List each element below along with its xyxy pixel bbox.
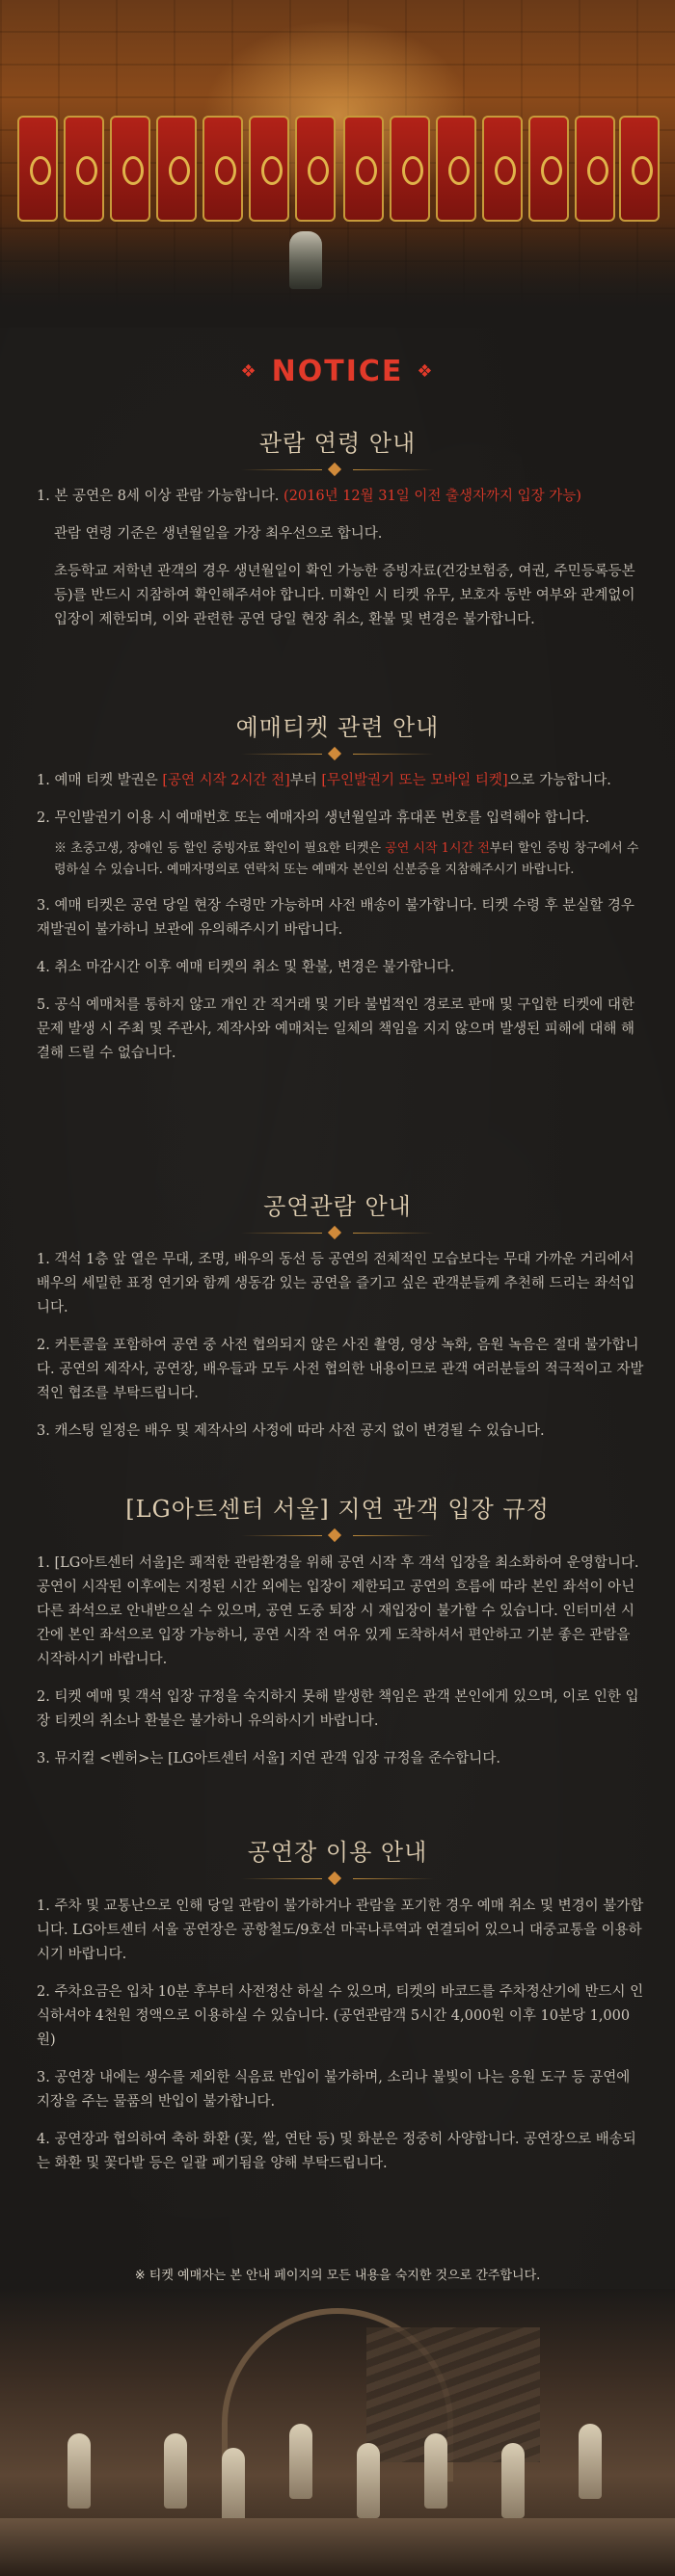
- footer-note: ※ 티켓 예매자는 본 안내 페이지의 모든 내용을 숙지한 것으로 간주합니다.: [134, 2269, 541, 2283]
- title-ornament-icon: [241, 1872, 434, 1886]
- notice-title: NOTICE: [271, 355, 404, 388]
- ornament-left-icon: ❖: [240, 361, 258, 382]
- stage-scene-image: [0, 2289, 675, 2576]
- venue-item-4: 4. 공연장과 협의하여 축하 화환 (꽃, 쌀, 연탄 등) 및 화분은 정중히 사양합니다. 공연장으로 배송되는 화환 및 꽃다발 등은 일괄 폐기됨을 양해 부탁드립니다.: [37, 2132, 636, 2171]
- ticket-item-4: 4. 취소 마감시간 이후 예매 티켓의 취소 및 환불, 변경은 불가합니다.: [37, 960, 455, 975]
- notice-heading: [0, 355, 675, 388]
- venue-item-3: 3. 공연장 내에는 생수를 제외한 식음료 반입이 불가하며, 소리나 불빛이 나는 응원 도구 등 공연에 지장을 주는 물품의 반입이 불가합니다.: [37, 2070, 631, 2110]
- ticket-item-1: 1. 예매 티켓 발권은 [공연 시작 2시간 전]부터 [무인발권기 또는 모바일 티켓]으로 가능합니다.: [37, 773, 611, 788]
- section-viewing-heading: [0, 1187, 675, 1240]
- title-ornament-icon: [241, 1227, 434, 1240]
- venue-item-1: 1. 주차 및 교통난으로 인해 당일 관람이 불가하거나 관람을 포기한 경우 예매 취소 및 변경이 불가합니다. LG아트센터 서울 공연장은 공항철도/9호선 마곡나루역과 연결되어 있으니 대중교통을 이용하시기 바랍니다.: [37, 1899, 644, 1962]
- section-title: 관람 연령 안내: [258, 430, 417, 457]
- late-item-3: 3. 뮤지컬 <벤허>는 [LG아트센터 서울] 지연 관객 입장 규정을 준수합니다.: [37, 1751, 500, 1766]
- section-viewing-body: [37, 1248, 646, 1444]
- age-para-1: 관람 연령 기준은 생년월일을 가장 최우선으로 합니다.: [54, 526, 383, 542]
- section-age-heading: [0, 424, 675, 477]
- section-title: [LG아트센터 서울] 지연 관객 입장 규정: [125, 1496, 550, 1523]
- section-ticket-body: [37, 769, 646, 1066]
- viewing-item-3: 3. 캐스팅 일정은 배우 및 제작사의 사정에 따라 사전 공지 없이 변경될 수 있습니다.: [37, 1423, 545, 1439]
- ticket-item-5: 5. 공식 예매처를 통하지 않고 개인 간 직거래 및 기타 불법적인 경로로 판매 및 구입한 티켓에 대한 문제 발생 시 주최 및 주관사, 제작사와 예매처는 일체의 책임을 지지 않으며 발생된 피해에 대해 해결해 드릴 수 없습니다.: [37, 997, 635, 1061]
- late-item-2: 2. 티켓 예매 및 객석 입장 규정을 숙지하지 못해 발생한 책임은 관객 본인에게 있으며, 이로 인한 입장 티켓의 취소나 환불은 불가하니 유의하시기 바랍니다.: [37, 1689, 639, 1729]
- title-ornament-icon: [241, 748, 434, 761]
- venue-item-2: 2. 주차요금은 입차 10분 후부터 사전정산 하실 수 있으며, 티켓의 바코드를 주차정산기에 반드시 인식하셔야 4천원 정액으로 이용하실 수 있습니다. (공연관람객 5시간 4,000원 이후 10분당 1,000원): [37, 1984, 644, 2048]
- section-age-body: [37, 485, 646, 632]
- section-title: 공연관람 안내: [263, 1193, 412, 1220]
- title-ornament-icon: [241, 1529, 434, 1543]
- section-title: 공연장 이용 안내: [247, 1839, 428, 1866]
- section-title: 예매티켓 관련 안내: [235, 714, 440, 741]
- section-venue-heading: [0, 1833, 675, 1886]
- ornament-right-icon: ❖: [417, 361, 435, 382]
- section-late-heading: [0, 1490, 675, 1543]
- hero-image-soldiers: [0, 0, 675, 328]
- late-item-1: 1. [LG아트센터 서울]은 쾌적한 관람환경을 위해 공연 시작 후 객석 입장을 최소화하여 운영합니다. 공연이 시작된 이후에는 지정된 시간 외에는 입장이 제한되고 공연의 흐름에 따라 본인 좌석이 아닌 다른 좌석으로 안내받으실 수 있으며, 공연 도중 퇴장 시 재입장이 불가할 수 있습니다. 인터미션 시간에 본인 좌석으로 입장 가능하니, 공연 시작 전 여유 있게 도착하셔서 편안하고 기분 좋은 관람을 시작하시기 바랍니다.: [37, 1555, 639, 1667]
- ticket-note: ※ 초중고생, 장애인 등 할인 증빙자료 확인이 필요한 티켓은 공연 시작 1시간 전부터 할인 증빙 창구에서 수령하실 수 있습니다. 예매자명의로 연락처 또는 예매자 본인의 신분증을 지참해주시기 바랍니다.: [54, 841, 639, 877]
- title-ornament-icon: [241, 464, 434, 477]
- age-item-1: 1. 본 공연은 8세 이상 관람 가능합니다. (2016년 12월 31일 이전 출생자까지 입장 가능): [37, 489, 581, 504]
- ticket-item-3: 3. 예매 티켓은 공연 당일 현장 수령만 가능하며 사전 배송이 불가합니다. 티켓 수령 후 분실할 경우 재발권이 불가하니 보관에 유의해주시기 바랍니다.: [37, 898, 634, 938]
- age-para-2: 초등학교 저학년 관객의 경우 생년월일이 확인 가능한 증빙자료(건강보험증, 여권, 주민등록등본 등)를 반드시 지참하여 확인해주셔야 합니다. 미확인 시 티켓 유무, 보호자 동반 여부와 관계없이 입장이 제한되며, 이와 관련한 공연 당일 현장 취소, 환불 및 변경은 불가합니다.: [54, 564, 635, 627]
- section-venue-body: [37, 1895, 646, 2176]
- age-highlight: (2016년 12월 31일 이전 출생자까지 입장 가능): [284, 489, 581, 504]
- ticket-item-2: 2. 무인발권기 이용 시 예매번호 또는 예매자의 생년월일과 휴대폰 번호를 입력해야 합니다.: [37, 810, 590, 826]
- section-ticket-heading: [0, 708, 675, 761]
- section-late-body: [37, 1552, 646, 1771]
- viewing-item-1: 1. 객석 1층 앞 열은 무대, 조명, 배우의 동선 등 공연의 전체적인 모습보다는 무대 가까운 거리에서 배우의 세밀한 표정 연기와 함께 생동감 있는 공연을 즐기고 싶은 관객분들께 추천해 드리는 좌석입니다.: [37, 1252, 635, 1315]
- viewing-item-2: 2. 커튼콜을 포함하여 공연 중 사전 협의되지 않은 사진 촬영, 영상 녹화, 음원 녹음은 절대 불가합니다. 공연의 제작사, 공연장, 배우들과 모두 사전 협의한 내용이므로 관객 여러분들의 적극적이고 자발적인 협조를 부탁드립니다.: [37, 1338, 644, 1401]
